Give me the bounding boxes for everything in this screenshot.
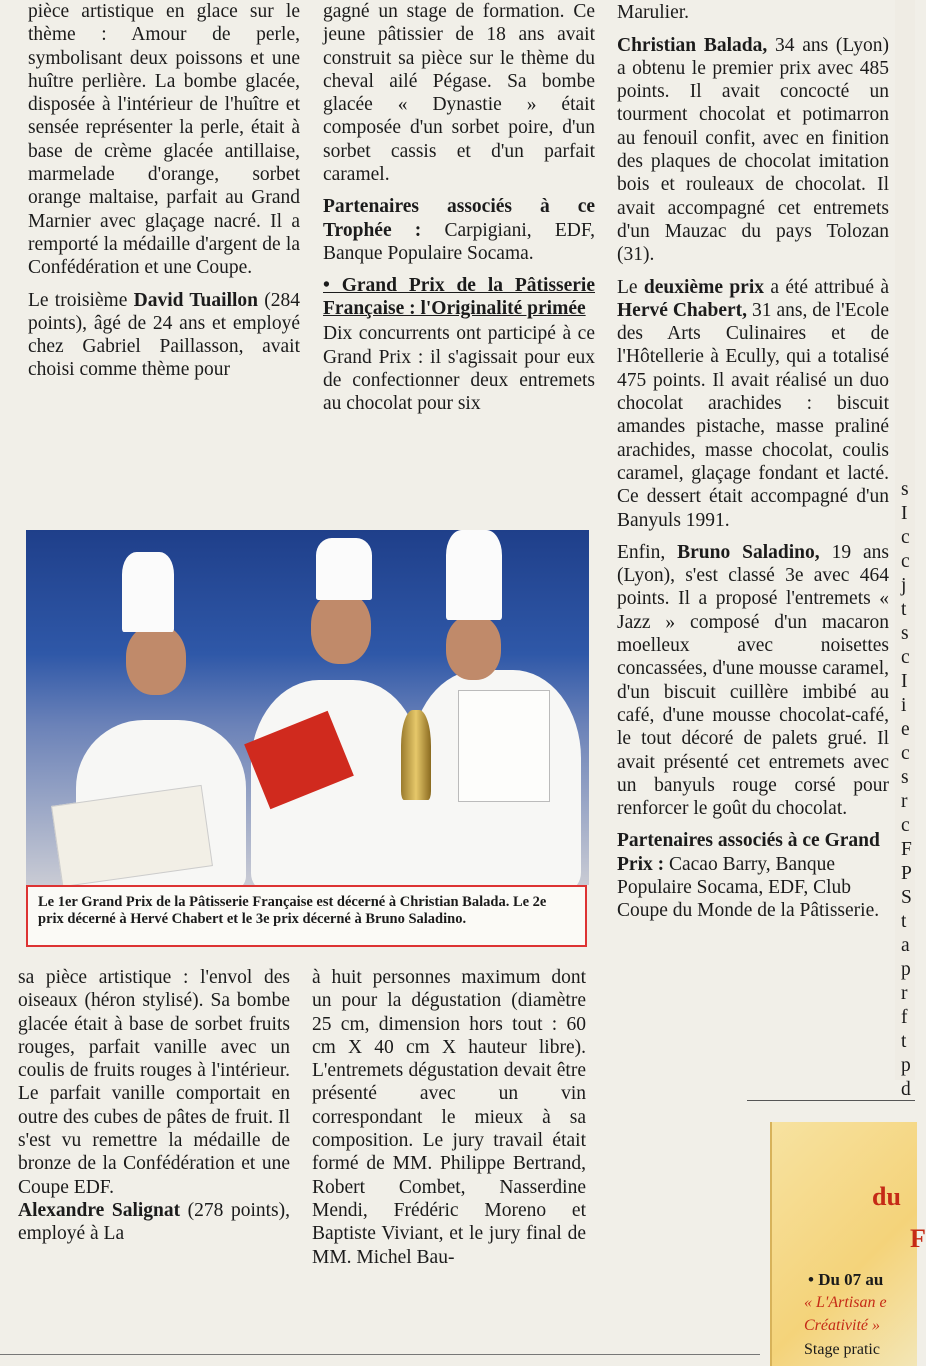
advert-box — [770, 1122, 926, 1366]
right-edge-letter: c — [901, 551, 910, 572]
right-edge-letter: I — [901, 671, 908, 692]
right-edge-letter: I — [901, 503, 908, 524]
right-edge-letter: c — [901, 743, 910, 764]
paragraph-jury-composition: à huit personnes maximum dont un pour la dégustation (diamètre 25 cm, dimension hors tout : 60 cm X 40 cm X hauteur libre). L'entremets dégustation devait être présenté avec un vin correspondant le mieux à sa composition. Le jury travail était formé de MM. Philippe Bertrand, Robert Combet, Nasserdine Mendi, Frédéric Moreno et Baptiste Viviant, et le jury final de MM. Michel Bau- — [312, 967, 586, 1268]
right-edge-letter: r — [901, 791, 908, 812]
paragraph-amour-de-perle: pièce artistique en glace sur le thème : Amour de perle, symbolisant deux poissons et une huître perlière. La bombe glacée, disposée à l'intérieur de l'huître et sensée représenter la perle, était à base de crème glacée antillaise, marmelade d'orange, sorbet orange maltaise, parfait au Grand Marnier avec glaçage nacré. Il a remporté la médaille d'argent de la Confédération et une Coupe. — [28, 1, 300, 279]
advert-stage: Stage pratic — [804, 1341, 880, 1358]
right-edge-letter: r — [901, 983, 908, 1004]
right-edge-letter: e — [901, 719, 910, 740]
right-edge-letters — [901, 478, 912, 1102]
paragraph-partners-grand-prix: Partenaires associés à ce Grand Prix : Cacao Barry, Banque Populaire Socama, EDF, Club Coupe du Monde de la Pâtisserie. — [617, 830, 880, 922]
advert-artisan: « L'Artisan e — [804, 1294, 887, 1311]
trophy-cup — [401, 710, 431, 800]
paragraph-jury-names: Marulier. — [617, 2, 690, 24]
face-center — [311, 592, 371, 664]
paragraph-envol-oiseaux: sa pièce artistique : l'envol des oiseaux (héron stylisé). Sa bombe glacée était à base de sorbet fruits rouges, parfait vanille avec un coulis de fruits rouges à l'intérieur. Le parfait vanille comportait en outre des cubes de pâtes de fruit. Il s'est vu remettre la médaille de bronze de la Confédération et une Coupe EDF. — [18, 967, 290, 1198]
hat-right — [446, 530, 502, 620]
bottom-rule — [0, 1354, 760, 1355]
advert-date: • Du 07 au — [808, 1270, 884, 1289]
right-edge-letter: s — [901, 767, 909, 788]
photo-winners — [26, 530, 589, 885]
paragraph-partners-trophee: Partenaires associés à ce Trophée : Carpigiani, EDF, Banque Populaire Socama. — [323, 196, 596, 264]
right-edge-letter: p — [901, 1055, 911, 1076]
right-edge-letter: F — [901, 839, 912, 860]
right-edge-letter: c — [901, 815, 910, 836]
column-1-bottom — [18, 966, 290, 1255]
name-alexandre-salignat: Alexandre Salignat — [18, 1199, 181, 1221]
right-edge-letter: P — [901, 863, 912, 884]
right-edge-letter: S — [901, 887, 912, 908]
face-right — [446, 615, 501, 680]
section-heading-grand-prix: • Grand Prix de la Pâtisserie Française : l'Originalité primée — [323, 275, 595, 320]
right-edge-letter: i — [901, 695, 907, 716]
right-edge-letter: d — [901, 1079, 911, 1100]
right-edge-letter: j — [901, 575, 907, 596]
advert-title-letter: F — [910, 1224, 926, 1253]
right-edge-letter: t — [901, 1031, 907, 1052]
right-edge-letter: c — [901, 647, 910, 668]
advert-top-rule — [747, 1100, 915, 1101]
paragraph-bruno-saladino: Enfin, Bruno Saladino, 19 ans (Lyon), s'est classé 3e avec 464 points. Il a proposé l'entremets « Jazz » composé d'un macaron moelleux avec noisettes concassées, d'une mousse caramel, d'un biscuit cuillère imbibé au café, d'une mousse chocolat-café, le tout décoré de palets grué. Il avait présenté cet entremets avec un banyuls rouge corsé pour renforcer le goût du chocolat. — [617, 541, 889, 820]
face-left — [126, 625, 186, 695]
paragraph-christian-balada: Christian Balada, 34 ans (Lyon) a obtenu le premier prix avec 485 points. Il avait concocté un tourment chocolat et potimarron au fenouil confit, avec en finition des plaques de chocolat imitation bois et rouleaux de chocolat. Il avait accompagné cet entremets d'un Mauzac du pays Tolozan (31). — [617, 34, 889, 266]
paragraph-dix-concurrents: Dix concurrents ont participé à ce Grand Prix : il s'agissait pour eux de confectionner deux entremets au chocolat pour six — [323, 323, 595, 415]
photo-caption: Le 1er Grand Prix de la Pâtisserie Française est décerné à Christian Balada. Le 2e prix décerné à Hervé Chabert et le 3e prix décerné à Bruno Saladino. — [26, 885, 587, 947]
paragraph-herve-chabert: Le deuxième prix a été attribué à Hervé Chabert, 31 ans, de l'Ecole des Arts Culinaires et de l'Hôtellerie à Ecully, qui a totalisé 475 points. Il avait réalisé un duo chocolat arachides : biscuit amandes pistache, masse praliné arachides, masse chocolat, coulis caramel, glaçage fondant et lacté. Ce dessert était accompagné d'un Banyuls 1991. — [617, 276, 889, 531]
hat-center — [316, 538, 372, 600]
paragraph-alexandre-salignat: Alexandre Salignat (278 points), employé à La — [18, 1199, 290, 1245]
paragraph-pegase: gagné un stage de formation. Ce jeune pâtissier de 18 ans avait construit sa pièce sur le thème du cheval ailé Pégase. Sa bombe glacée « Dynastie » était composée d'un sorbet poire, d'un sorbet cassis et d'un parfait caramel. — [323, 1, 595, 186]
right-edge-letter: p — [901, 959, 911, 980]
right-edge-letter: c — [901, 527, 910, 548]
column-2-top — [323, 0, 595, 424]
right-edge-letter: a — [901, 935, 910, 956]
advert-creativite: Créativité » — [804, 1317, 880, 1334]
hat-left — [122, 552, 174, 632]
right-edge-letter: f — [901, 1007, 908, 1028]
right-edge-letter: t — [901, 911, 907, 932]
paragraph-david-tuaillon: Le troisième David Tuaillon (284 points), âgé de 24 ans et employé chez Gabriel Paillasson, avait choisi comme thème pour — [28, 289, 300, 381]
certificate — [458, 690, 550, 802]
column-1-top — [28, 0, 300, 391]
column-2-bottom — [312, 966, 586, 1278]
name-david-tuaillon: David Tuaillon — [133, 289, 258, 311]
column-3 — [617, 0, 889, 932]
right-edge-letter: t — [901, 599, 907, 620]
right-edge-letter: s — [901, 479, 909, 500]
advert-title-du: du — [872, 1182, 901, 1211]
right-edge-letter: s — [901, 623, 909, 644]
